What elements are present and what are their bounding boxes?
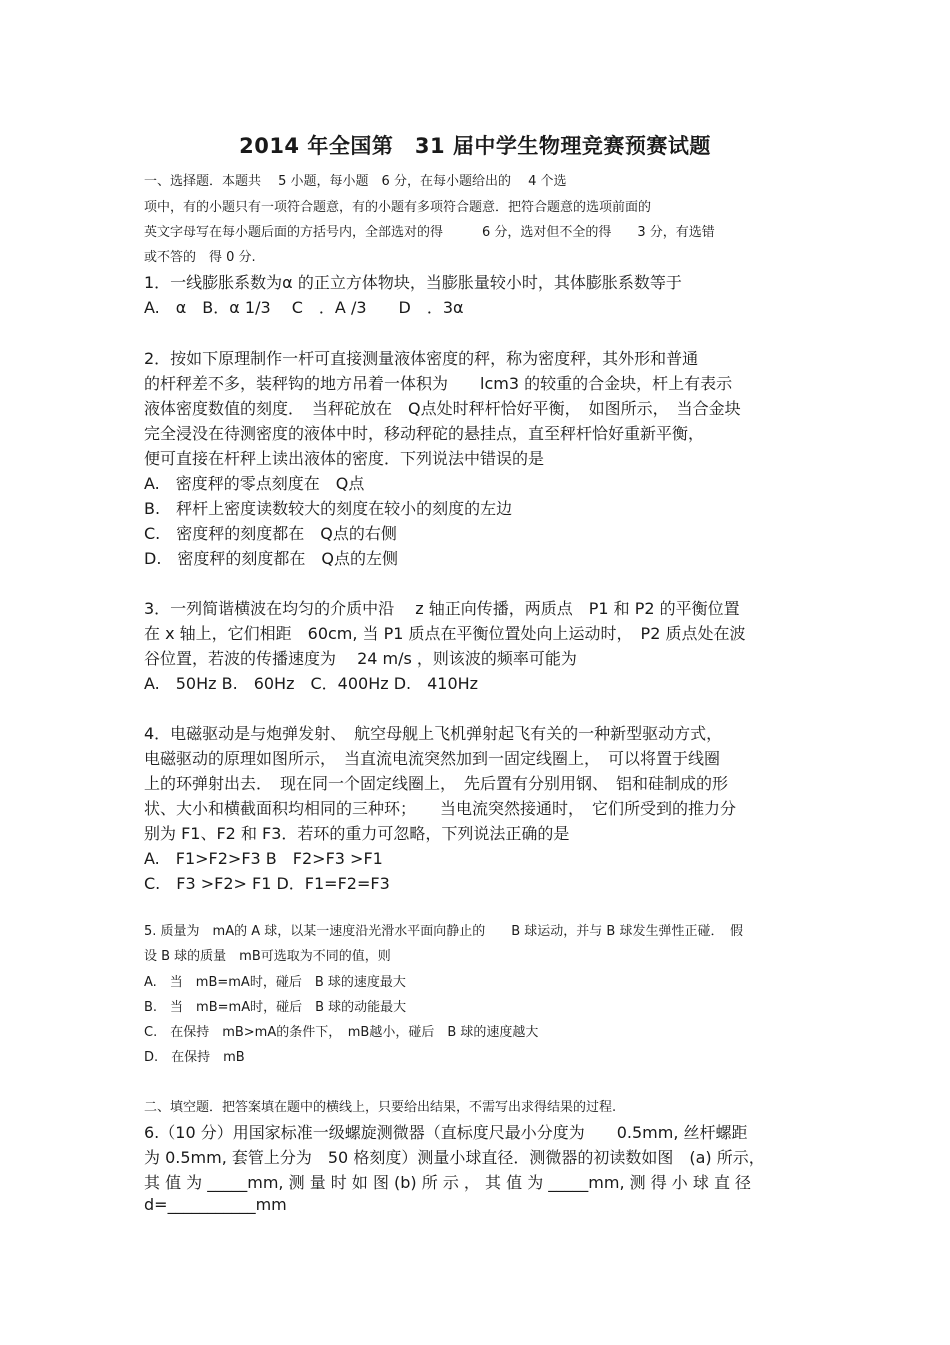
q6-line-2: 为 0.5mm, 套管上分为 50 格刻度）测量小球直径．测微器的初读数如图 (a) 所示， <box>144 1148 765 1167</box>
q5-option-d: D. 在保持 mB <box>144 1050 245 1065</box>
q2-line-3: 液体密度数值的刻度． 当秤砣放在 Q点处时秤杆恰好平衡， 如图所示， 当合金块 <box>144 399 741 418</box>
q6-line-3: 其 值 为 _____mm, 测 量 时 如 图 (b) 所 示 ， 其 值 为 _____mm, 测 得 小 球 直 径 <box>144 1173 752 1192</box>
q5-option-b: B. 当 mB=mA时，碰后 B 球的动能最大 <box>144 1000 407 1015</box>
q3-line-2: 在 x 轴上，它们相距 60cm, 当 P1 质点在平衡位置处向上运动时， P2 质点处在波 <box>144 624 746 643</box>
q2-line-4: 完全浸没在待测密度的液体中时，移动秤砣的悬挂点，直至秤杆恰好重新平衡， <box>144 424 705 443</box>
q6-line-1: 6.（10 分）用国家标准一级螺旋测微器（直标度尺最小分度为 0.5mm, 丝杆螺距 <box>144 1123 748 1142</box>
q2-line-1: 2．按如下原理制作一杆可直接测量液体密度的秤，称为密度秤，其外形和普通 <box>144 349 699 368</box>
exam-title: 2014 年全国第 31 届中学生物理竞赛预赛试题 <box>239 134 711 158</box>
q2-option-a: A. 密度秤的零点刻度在 Q点 <box>144 474 365 493</box>
section1-line-2: 项中，有的小题只有一项符合题意，有的小题有多项符合题意．把符合题意的选项前面的 <box>144 200 652 215</box>
section1-line-1: 一、选择题．本题共 5 小题，每小题 6 分，在每小题给出的 4 个选 <box>144 174 567 189</box>
q2-option-b: B. 秤杆上密度读数较大的刻度在较小的刻度的左边 <box>144 499 513 518</box>
q3-line-1: 3．一列简谐横波在均匀的介质中沿 z 轴正向传播，两质点 P1 和 P2 的平衡位置 <box>144 599 740 618</box>
section1-line-4: 或不答的 得 0 分. <box>144 250 256 265</box>
q4-options-ab: A. F1>F2>F3 B F2>F3 >F1 <box>144 849 383 868</box>
q4-line-4: 状、大小和横截面积均相同的三种环； 当电流突然接通时， 它们所受到的推力分 <box>144 799 737 818</box>
q5-option-c: C. 在保持 mB>mA的条件下， mB越小，碰后 B 球的速度越大 <box>144 1025 539 1040</box>
q4-line-5: 别为 F1、F2 和 F3．若环的重力可忽略，下列说法正确的是 <box>144 824 570 843</box>
q4-line-3: 上的环弹射出去． 现在同一个固定线圈上， 先后置有分别用钢、 铝和硅制成的形 <box>144 774 729 793</box>
q4-line-2: 电磁驱动的原理如图所示， 当直流电流突然加到一固定线圈上， 可以将置于线圈 <box>144 749 721 768</box>
section1-line-3: 英文字母写在每小题后面的方括号内，全部选对的得 6 分，选对但不全的得 3 分，有选错 <box>144 225 715 240</box>
q5-option-a: A. 当 mB=mA时，碰后 B 球的速度最大 <box>144 975 406 990</box>
q4-options-cd: C. F3 >F2> F1 D．F1=F2=F3 <box>144 874 390 893</box>
section2-intro: 二、填空题．把答案填在题中的横线上，只要给出结果，不需写出求得结果的过程. <box>144 1100 617 1115</box>
q2-option-c: C. 密度秤的刻度都在 Q点的右侧 <box>144 524 397 543</box>
q3-options: A. 50Hz B. 60Hz C．400Hz D. 410Hz <box>144 674 479 693</box>
q2-line-2: 的杆秤差不多，装秤钩的地方吊着一体积为 lcm3 的较重的合金块，杆上有表示 <box>144 374 733 393</box>
q4-line-1: 4．电磁驱动是与炮弹发射、 航空母舰上飞机弹射起飞有关的一种新型驱动方式， <box>144 724 723 743</box>
q1-options: A. α B．α 1/3 C ．A /3 D ．3α <box>144 298 464 317</box>
q1-stem: 1．一线膨胀系数为α 的正立方体物块，当膨胀量较小时，其体膨胀系数等于 <box>144 273 682 292</box>
q5-line-1: 5. 质量为 mA的 A 球，以某一速度沿光滑水平面向静止的 B 球运动，并与 B 球发生弹性正碰． 假 <box>144 924 743 939</box>
q5-line-2: 设 B 球的质量 mB可选取为不同的值，则 <box>144 949 391 964</box>
q3-line-3: 谷位置，若波的传播速度为 24 m/s ，则该波的频率可能为 <box>144 649 577 668</box>
q2-line-5: 便可直接在杆秤上读出液体的密度．下列说法中错误的是 <box>144 449 545 468</box>
q6-line-4: d=___________mm <box>144 1195 287 1214</box>
q2-option-d: D. 密度秤的刻度都在 Q点的左侧 <box>144 549 399 568</box>
